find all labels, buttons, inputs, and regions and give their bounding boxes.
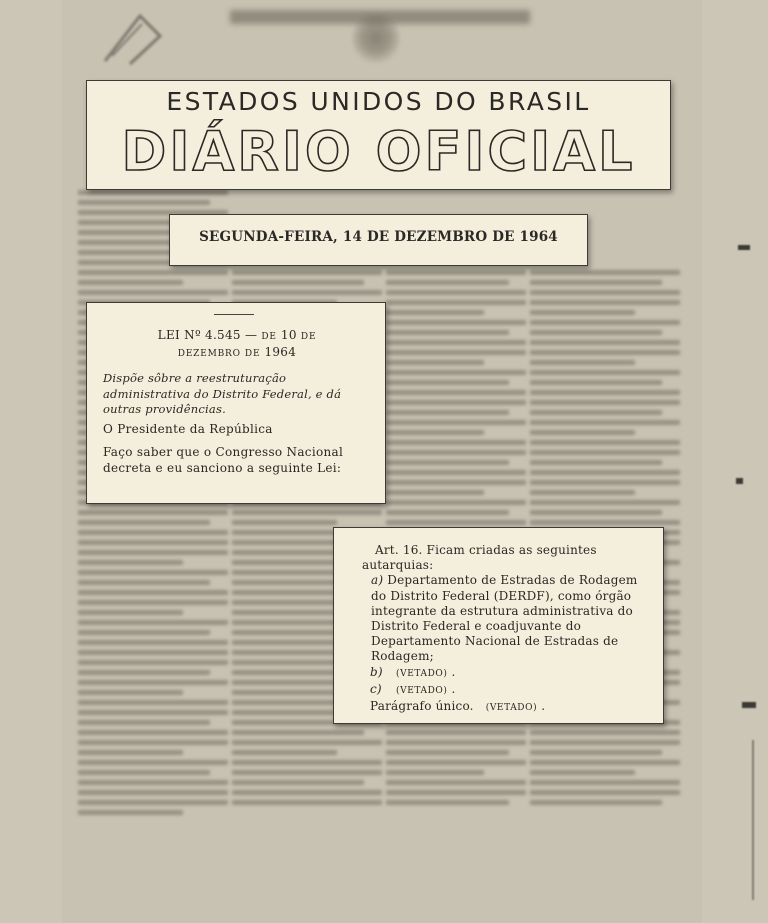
vetado-label: (VETADO)	[396, 668, 448, 679]
edge-mark	[736, 478, 743, 484]
item-label: b)	[370, 664, 383, 679]
vetado-label: (VETADO)	[485, 703, 538, 714]
issue-date: SEGUNDA-FEIRA, 14 DE DEZEMBRO DE 1964	[199, 229, 558, 245]
item-label: a)	[371, 573, 384, 588]
law-header-panel	[86, 302, 386, 504]
stamp-mark	[100, 6, 170, 66]
blurred-text-column	[78, 190, 228, 830]
law-summary: Dispõe sôbre a reestruturação administrativa do Distrito Federal, e dá outras providências.	[103, 371, 342, 416]
dateline-panel	[169, 214, 588, 266]
article-panel	[333, 527, 664, 724]
edge-mark	[752, 740, 754, 900]
article-paragraph: Parágrafo único. (VETADO) .	[370, 699, 546, 714]
law-date-word: DE	[261, 332, 277, 342]
blurred-masthead-behind	[230, 10, 530, 70]
article-item-a	[362, 573, 652, 664]
law-date-month: DEZEMBRO	[177, 349, 241, 359]
masthead-panel	[86, 80, 671, 190]
law-date-word: DE	[244, 349, 261, 359]
law-enactment-text: Faço saber que o Congresso Nacional decreta e eu sanciono a seguinte Lei:	[103, 445, 344, 475]
law-date-year: 1964	[264, 345, 297, 359]
item-text: Departamento de Estradas de Rodagem do Distrito Federal (DERDF), como órgão integrante da estrutura administrativa do Distrito Federal e coadjuvante do Departamento Nacional de Estradas de Rodagem;	[371, 573, 638, 664]
item-label: c)	[370, 681, 382, 696]
masthead-country: ESTADOS UNIDOS DO BRASIL	[166, 87, 591, 116]
paragraph-label: Parágrafo único.	[370, 699, 474, 714]
edge-mark	[742, 702, 756, 708]
law-title	[107, 328, 367, 362]
law-date-day: 10	[280, 328, 297, 342]
masthead-title: DIÁRIO OFICIAL	[121, 120, 636, 183]
divider	[214, 314, 254, 315]
law-date-word: DE	[300, 332, 317, 342]
article-heading: Art. 16. Ficam criadas as seguintes autarquias:	[362, 543, 597, 573]
article-item-c: c) (VETADO) .	[370, 681, 456, 696]
article-item-b: b) (VETADO) .	[370, 664, 456, 679]
law-president-line: O Presidente da República	[103, 422, 273, 436]
law-number: LEI Nº 4.545 —	[157, 328, 258, 342]
article-text	[362, 543, 652, 716]
vetado-label: (VETADO)	[396, 685, 448, 696]
edge-mark	[738, 245, 750, 250]
